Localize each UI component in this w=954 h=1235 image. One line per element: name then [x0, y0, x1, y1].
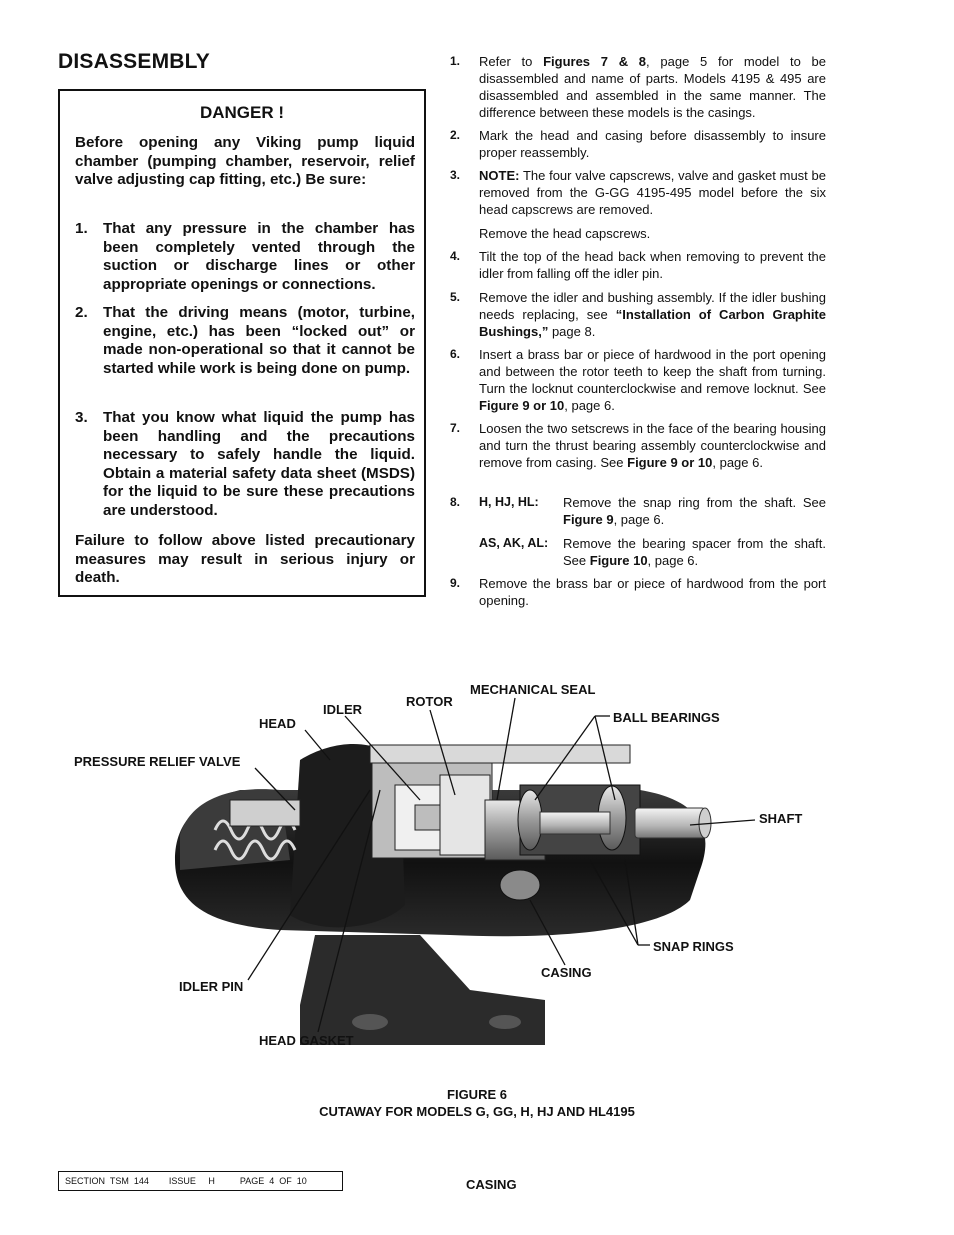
step-text: Loosen the two setscrews in the face of the bearing housing and turn the thrust bearing assembly counterclockwise and remove from casing. See Figure 9 or 10, page 6. [479, 421, 826, 470]
figure-title: CUTAWAY FOR MODELS G, GG, H, HJ AND HL4195 [319, 1104, 635, 1119]
step-text: Remove the bearing spacer from the shaft. See Figure 10, page 6. [563, 536, 826, 568]
step-text: Remove the head capscrews. [479, 226, 651, 241]
step-number: 5. [450, 290, 461, 304]
label-pressure-relief-valve: PRESSURE RELIEF VALVE [74, 754, 241, 769]
step-text: Tilt the top of the head back when removing to prevent the idler from falling off the idler pin. [479, 249, 826, 281]
danger-intro: Before opening any Viking pump liquid chamber (pumping chamber, reservoir, relief valve adjusting cap fitting, etc.) Be sure: [75, 134, 415, 189]
label-ball-bearings: BALL BEARINGS [613, 710, 720, 725]
section-footer-box: SECTION TSM 144 ISSUE H PAGE 4 OF 10 [58, 1171, 343, 1191]
label-idler: IDLER [323, 702, 362, 717]
step-number: 9. [450, 576, 461, 590]
shaft [635, 808, 705, 838]
step-number: 2. [450, 128, 461, 142]
label-head-gasket: HEAD GASKET [259, 1033, 354, 1048]
danger-warning-footer: Failure to follow above listed precautionary measures may result in serious injury or death. [75, 532, 415, 587]
figure-number: FIGURE 6 [447, 1087, 507, 1102]
step-number: 3. [450, 168, 461, 182]
mounting-hole [489, 1015, 521, 1029]
step-number: 1. [450, 54, 461, 68]
danger-item-text: That any pressure in the chamber has been completely vented through the suction or discharge lines or other appropriate openings or connections. [103, 220, 415, 293]
step-number: 8. [450, 495, 461, 509]
label-rotor: ROTOR [406, 694, 453, 709]
figure-caption [0, 1086, 954, 1120]
step-text: Remove the snap ring from the shaft. See Figure 9, page 6. [563, 495, 826, 527]
label-mechanical-seal: MECHANICAL SEAL [470, 682, 596, 697]
danger-heading: DANGER ! [199, 103, 285, 122]
step-text: Remove the brass bar or piece of hardwood from the port opening. [479, 576, 826, 608]
shaft-inner [540, 812, 610, 834]
step-text: Insert a brass bar or piece of hardwood in the port opening and between the rotor teeth to keep the shaft from turning. Turn the locknut counterclockwise and remove locknut. See Figure 9 or 10, page 6. [479, 347, 826, 413]
footer-heading: CASING [466, 1177, 517, 1192]
step-text: Remove the idler and bushing assembly. If the idler bushing needs replacing, see “Installation of Carbon Graphite Bushings,” page 8. [479, 290, 826, 339]
ball-bearing [518, 790, 542, 850]
label-casing: CASING [541, 965, 592, 980]
model-label: AS, AK, AL: [479, 536, 549, 550]
rotor [440, 775, 490, 855]
danger-item-number: 1. [75, 220, 88, 237]
danger-item-number: 3. [75, 409, 88, 426]
mounting-hole [352, 1014, 388, 1030]
danger-item-text: That the driving means (motor, turbine, engine, etc.) has been “locked out” or made non-operational so that it cannot be started while work is being done on pump. [103, 304, 415, 377]
page-title: DISASSEMBLY [58, 50, 210, 73]
step-number: 7. [450, 421, 461, 435]
casing-top-cut [370, 745, 630, 763]
danger-item-text: That you know what liquid the pump has been handling and the precautions necessary to safely handle the liquid. Obtain a material safety data sheet (MSDS) for the liquid to be sure these precautions are understood. [103, 409, 415, 519]
step-number: 4. [450, 249, 461, 263]
model-label: H, HJ, HL: [479, 495, 539, 509]
label-shaft: SHAFT [759, 811, 803, 826]
port-opening [500, 870, 540, 900]
step-text: NOTE: The four valve capscrews, valve and gasket must be removed from the G-GG 4195-495 model before the six head capscrews are removed. [479, 168, 826, 217]
label-idler-pin: IDLER PIN [179, 979, 244, 994]
step-text: Mark the head and casing before disassembly to insure proper reassembly. [479, 128, 826, 160]
step-text: Refer to Figures 7 & 8, page 5 for model to be disassembled and name of parts. Models 4195 & 495 are disassembled and assembled in the same manner. The difference between these models is the casings. [479, 54, 827, 120]
danger-item-number: 2. [75, 304, 88, 321]
step-number: 6. [450, 347, 461, 361]
label-snap-rings: SNAP RINGS [653, 939, 734, 954]
label-head: HEAD [259, 716, 296, 731]
